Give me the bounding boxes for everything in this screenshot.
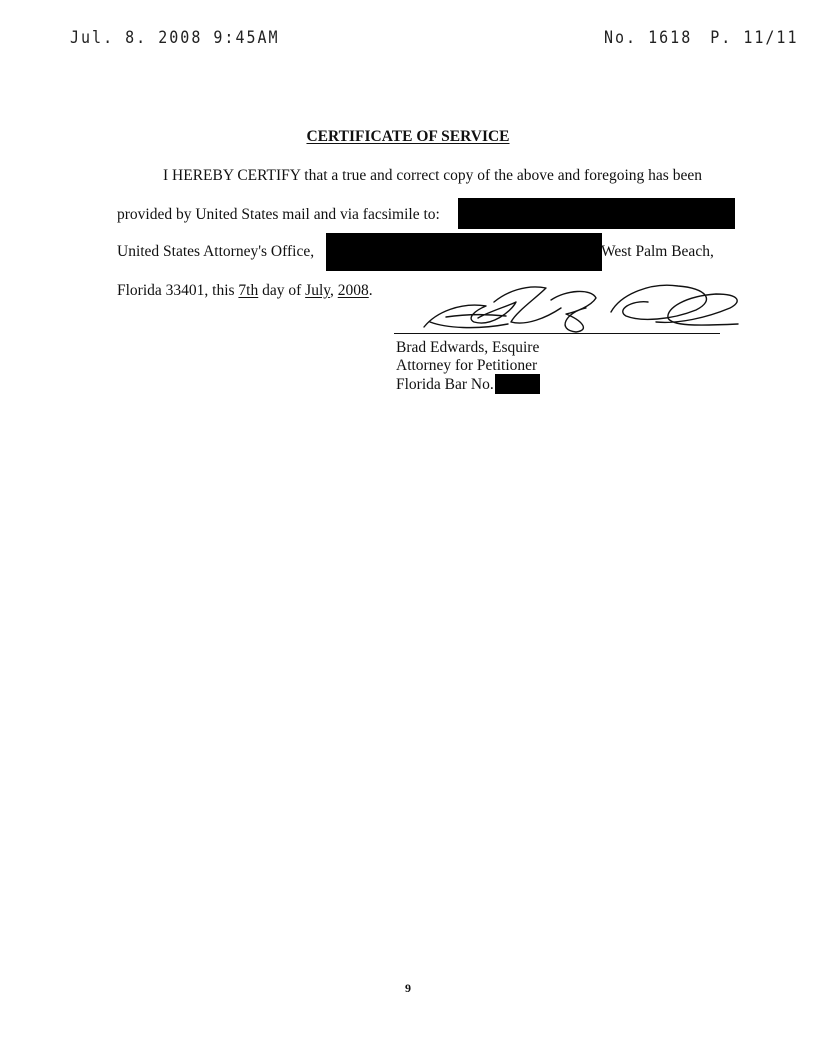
certify-line-2: provided by United States mail and via facsimile to: [117, 206, 440, 223]
attorney-title: Attorney for Petitioner [396, 357, 538, 374]
certify-line-3-start: United States Attorney's Office, [117, 243, 315, 260]
line4-end: . [368, 282, 373, 299]
page-number: 9 [405, 981, 411, 995]
certificate-title [0, 128, 816, 146]
redaction-recipient [458, 198, 735, 229]
certificate-title-text: CERTIFICATE OF SERVICE [306, 128, 510, 145]
line4-comma: , [330, 282, 338, 299]
attorney-name: Brad Edwards, Esquire [396, 339, 540, 356]
service-day: 7th [238, 282, 259, 299]
line4-mid: day of [258, 282, 306, 299]
redaction-bar-number [495, 374, 540, 394]
fax-number: No. 1618 [604, 26, 693, 48]
certify-line-3-end: West Palm Beach, [601, 243, 714, 260]
fax-page-info [604, 27, 799, 48]
handwritten-signature [416, 272, 746, 342]
service-year: 2008 [337, 282, 369, 299]
service-month: July [305, 282, 330, 299]
redaction-address [326, 233, 602, 271]
line4-start: Florida 33401, this [117, 282, 239, 299]
certify-line-4 [117, 282, 373, 300]
fax-page: P. 11/11 [710, 26, 799, 48]
certify-line-1: I HEREBY CERTIFY that a true and correct copy of the above and foregoing has been [163, 167, 702, 184]
bar-number-label: Florida Bar No. [396, 376, 494, 393]
fax-date-time: Jul. 8. 2008 9:45AM [70, 26, 280, 48]
signature-line [394, 333, 720, 334]
